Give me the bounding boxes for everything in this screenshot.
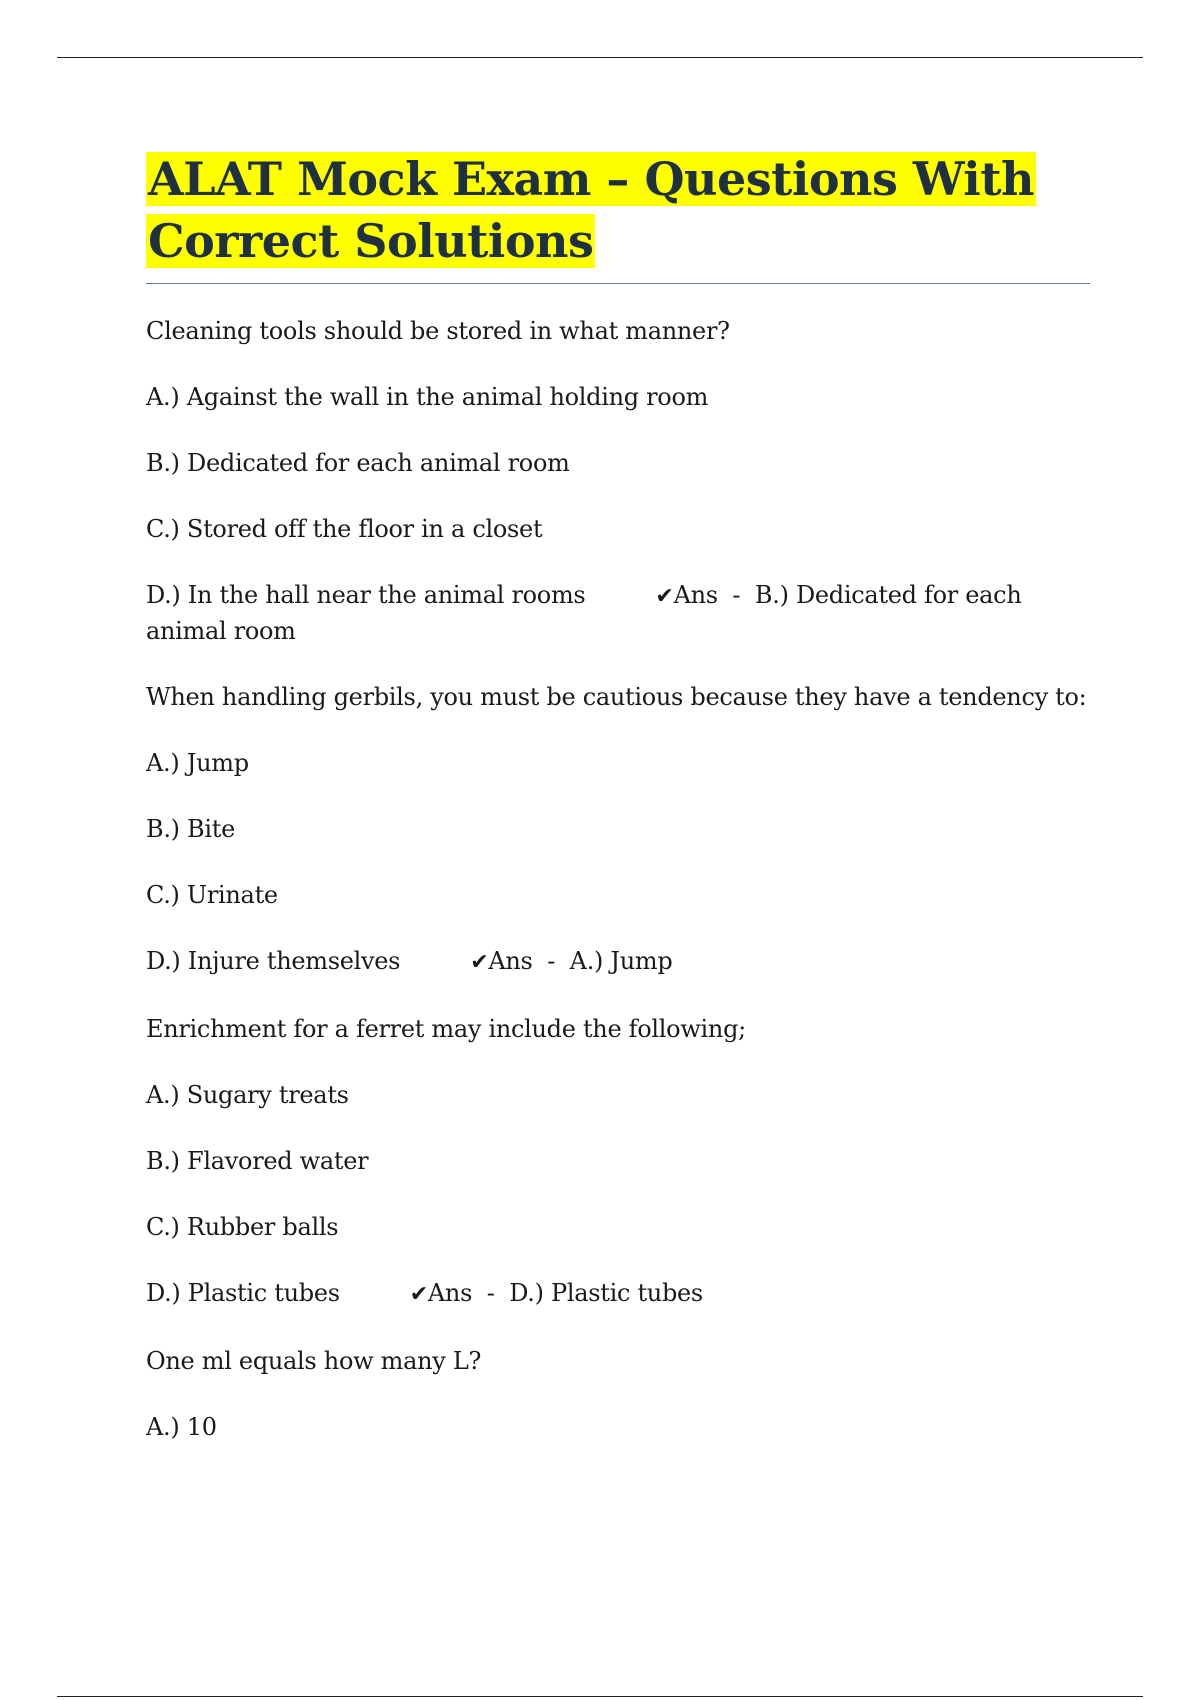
- question-text: One ml equals how many L?: [146, 1347, 482, 1375]
- answer-text: A.) Jump: [569, 947, 673, 975]
- question-block: [146, 1344, 1090, 1444]
- question-block: [146, 680, 1090, 980]
- answer-text: B.) Dedicated for each animal room: [146, 581, 1022, 645]
- option-d: D.) Injure themselves: [146, 947, 401, 975]
- answer-label: Ans -: [427, 1279, 510, 1307]
- document-body: [146, 148, 1090, 1476]
- answer-label: Ans -: [673, 581, 755, 609]
- checkmark-icon: ✔: [409, 1282, 428, 1307]
- option-c: C.) Urinate: [146, 881, 278, 909]
- question-block: [146, 1012, 1090, 1312]
- checkmark-icon: ✔: [470, 950, 489, 975]
- option-a: A.) 10: [146, 1413, 217, 1441]
- question-text: Cleaning tools should be stored in what manner?: [146, 317, 730, 345]
- question-text: Enrichment for a ferret may include the following;: [146, 1015, 746, 1043]
- option-c: C.) Rubber balls: [146, 1213, 339, 1241]
- option-a: A.) Sugary treats: [146, 1081, 349, 1109]
- question-list: [146, 314, 1090, 1444]
- page-bottom-rule: [57, 1696, 1143, 1697]
- option-d: D.) Plastic tubes: [146, 1279, 340, 1307]
- option-d: D.) In the hall near the animal rooms: [146, 581, 586, 609]
- option-d-with-answer: [146, 578, 1090, 648]
- checkmark-icon: ✔: [655, 584, 674, 609]
- option-d-with-answer: [146, 1276, 1090, 1312]
- title-line-1: ALAT Mock Exam – Questions With: [148, 152, 1034, 206]
- option-b: B.) Flavored water: [146, 1147, 369, 1175]
- option-a: A.) Against the wall in the animal holding room: [146, 383, 709, 411]
- title-line-2: Correct Solutions: [148, 214, 594, 268]
- question-text: When handling gerbils, you must be cautious because they have a tendency to:: [146, 683, 1087, 711]
- title-underline: [146, 283, 1090, 284]
- question-block: [146, 314, 1090, 648]
- option-c: C.) Stored off the floor in a closet: [146, 515, 543, 543]
- option-b: B.) Bite: [146, 815, 236, 843]
- option-a: A.) Jump: [146, 749, 249, 777]
- document-title: [146, 148, 1090, 272]
- answer-text: D.) Plastic tubes: [509, 1279, 703, 1307]
- page-top-rule: [57, 57, 1143, 58]
- answer-label: Ans -: [488, 947, 570, 975]
- option-d-with-answer: [146, 944, 1090, 980]
- option-b: B.) Dedicated for each animal room: [146, 449, 570, 477]
